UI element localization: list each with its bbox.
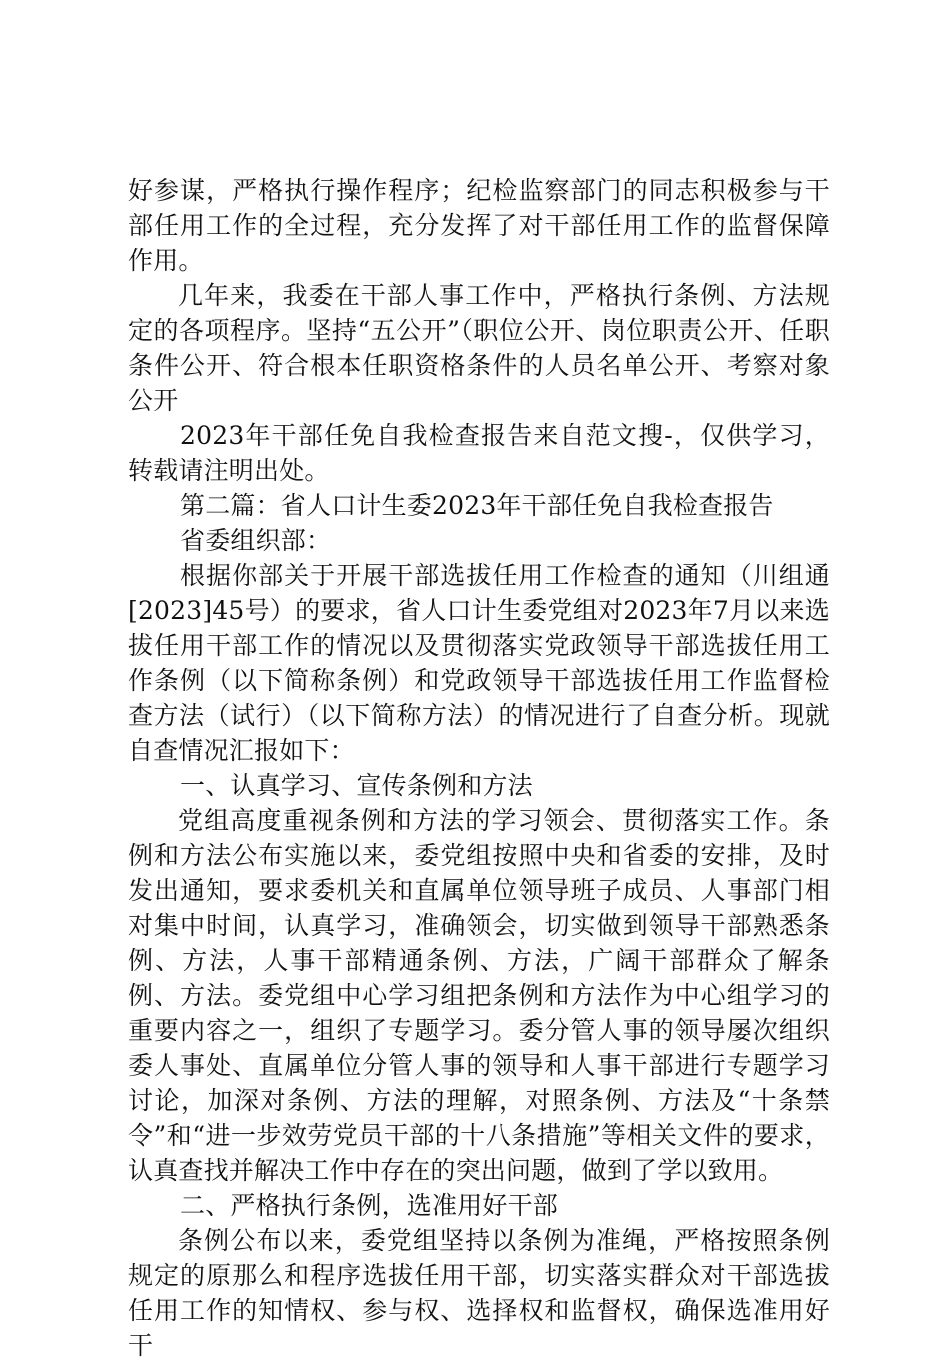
section-title-part-two: 第二篇：省人口计生委2023年干部任免自我检查报告 xyxy=(180,491,774,520)
document-body xyxy=(128,173,830,1363)
paragraph-five-public: 几年来，我委在干部人事工作中，严格执行条例、方法规定的各项程序。坚持“五公开”（职位公开、岗位职责公开、任职条件公开、符合根本任职资格条件的人员名单公开、考察对象公开 xyxy=(128,281,830,415)
paragraph-source-note: 2023年干部任免自我检查报告来自范文搜-，仅供学习，转载请注明出处。 xyxy=(128,421,830,485)
paragraph-study-details: 党组高度重视条例和方法的学习领会、贯彻落实工作。条例和方法公布实施以来，委党组按照中央和省委的安排，及时发出通知，要求委机关和直属单位领导班子成员、人事部门相对集中时间，认真学习，准确领会，切实做到领导干部熟悉条例、方法，人事干部精通条例、方法，广阔干部群众了解条例、方法。委党组中心学习组把条例和方法作为中心组学习的重要内容之一，组织了专题学习。委分管人事的领导屡次组织委人事处、直属单位分管人事的领导和人事干部进行专题学习讨论，加深对条例、方法的理解，对照条例、方法及“十条禁令”和“进一步效劳党员干部的十八条措施”等相关文件的要求，认真查找并解决工作中存在的突出问题，做到了学以致用。 xyxy=(128,806,830,1185)
salutation: 省委组织部： xyxy=(180,526,332,555)
paragraph-strict-execution: 条例公布以来，委党组坚持以条例为准绳，严格按照条例规定的原那么和程序选拔任用干部，切实落实群众对干部选拔任用工作的知情权、参与权、选择权和监督权，确保选准用好干 xyxy=(128,1226,830,1360)
paragraph-continuation: 好参谋，严格执行操作程序；纪检监察部门的同志积极参与干部任用工作的全过程，充分发挥了对干部任用工作的监督保障作用。 xyxy=(128,176,830,275)
paragraph-intro: 根据你部关于开展干部选拔任用工作检查的通知（川组通[2023]45号）的要求，省人口计生委党组对2023年7月以来选拔任用干部工作的情况以及贯彻落实党政领导干部选拔任用工作条例（以下简称条例）和党政领导干部选拔任用工作监督检查方法（试行）（以下简称方法）的情况进行了自查分析。现就自查情况汇报如下： xyxy=(128,561,830,765)
heading-study-publicize: 一、认真学习、宣传条例和方法 xyxy=(180,771,533,800)
heading-strict-execution: 二、严格执行条例，选准用好干部 xyxy=(180,1191,559,1220)
